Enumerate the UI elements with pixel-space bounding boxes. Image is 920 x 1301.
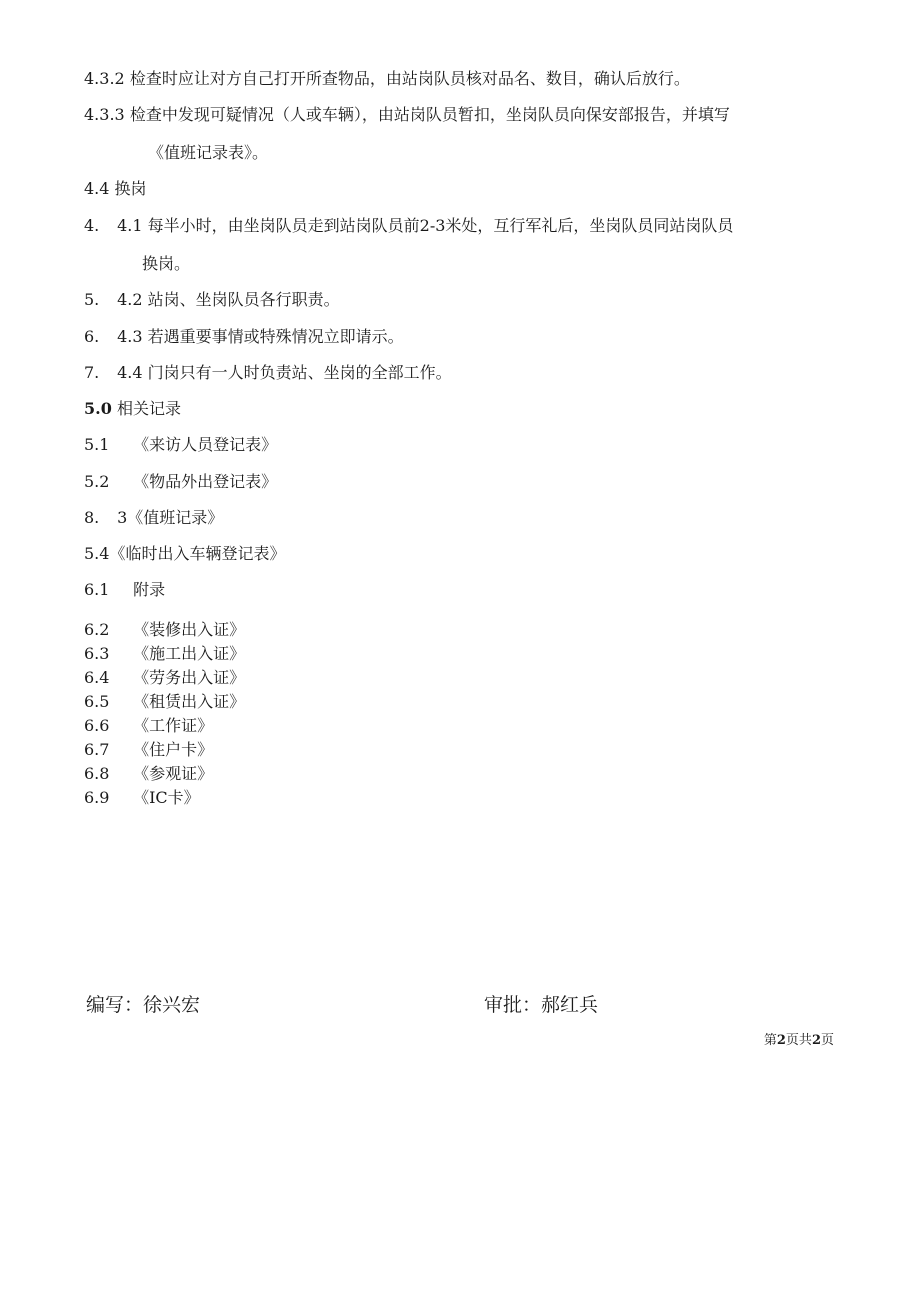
clause-text: 站岗、坐岗队员各行职责。	[147, 290, 340, 309]
list-item	[84, 716, 213, 736]
section-heading-6-1	[84, 580, 165, 600]
list-item	[84, 620, 245, 640]
page-middle: 页共	[785, 1033, 812, 1048]
appendix-title: 《工作证》	[133, 716, 214, 735]
list-item	[84, 216, 733, 236]
clause-number: 4.3.2	[84, 69, 125, 88]
page-prefix: 第	[763, 1033, 777, 1048]
clause-text: 门岗只有一人时负责站、坐岗的全部工作。	[147, 363, 452, 382]
record-title: 《物品外出登记表》	[133, 472, 278, 491]
record-title: 《来访人员登记表》	[133, 435, 278, 454]
list-item	[84, 764, 213, 784]
clause-number: 5.2	[84, 472, 110, 491]
clause-number: 5.1	[84, 435, 110, 454]
section-heading-5-0	[84, 399, 181, 419]
clause-number: 6.8	[84, 764, 110, 783]
heading-text: 附录	[133, 580, 166, 599]
list-marker: 6.	[84, 327, 100, 346]
list-item	[84, 327, 404, 347]
clause-text: 检查时应让对方自己打开所查物品，由站岗队员核对品名、数目，确认后放行。	[129, 69, 690, 88]
list-item	[84, 644, 245, 664]
clause-number: 6.7	[84, 740, 110, 759]
appendix-title: 《住户卡》	[133, 740, 214, 759]
clause-number: 4.3	[117, 327, 143, 346]
list-marker: 4.	[84, 216, 100, 235]
clause-text: 若遇重要事情或特殊情况立即请示。	[147, 327, 404, 346]
list-item	[84, 740, 213, 760]
paragraph-4-3-3	[84, 105, 730, 125]
list-item	[84, 544, 285, 564]
list-item	[84, 692, 245, 712]
author-signature: 编写：徐兴宏	[86, 994, 201, 1016]
list-item	[84, 363, 452, 383]
clause-number: 6.6	[84, 716, 110, 735]
clause-number: 6.3	[84, 644, 110, 663]
paragraph-4-3-3-continuation: 《值班记录表》。	[148, 143, 269, 162]
heading-number: 6.1	[84, 580, 110, 599]
list-item-continuation: 换岗。	[142, 254, 191, 273]
approver-signature: 审批：郝红兵	[484, 994, 599, 1016]
appendix-title: 《租赁出入证》	[133, 692, 246, 711]
clause-number: 6.9	[84, 788, 110, 807]
heading-number: 5.0	[84, 399, 112, 418]
section-heading-4-4	[84, 179, 147, 199]
clause-text: 每半小时，由坐岗队员走到站岗队员前2-3米处，互行军礼后，坐岗队员同站岗队员	[147, 216, 734, 235]
list-marker: 5.	[84, 290, 100, 309]
total-pages: 2	[811, 1033, 821, 1048]
clause-number: 4.2	[117, 290, 143, 309]
clause-number: 4.3.3	[84, 105, 125, 124]
appendix-title: 《参观证》	[133, 764, 214, 783]
clause-text: 检查中发现可疑情况（人或车辆），由站岗队员暂扣，坐岗队员向保安部报告，并填写	[129, 105, 730, 124]
appendix-title: 《装修出入证》	[133, 620, 246, 639]
paragraph-4-3-2	[84, 69, 690, 89]
appendix-title: 《施工出入证》	[133, 644, 246, 663]
clause-number: 5.4	[84, 544, 110, 563]
list-item	[84, 668, 245, 688]
heading-text: 换岗	[114, 179, 147, 198]
list-item	[84, 435, 277, 455]
list-marker: 7.	[84, 363, 100, 382]
page-suffix: 页	[820, 1033, 834, 1048]
clause-number: 4.4	[117, 363, 143, 382]
clause-number: 6.5	[84, 692, 110, 711]
appendix-title: 《IC卡》	[133, 788, 200, 807]
appendix-title: 《劳务出入证》	[133, 668, 246, 687]
list-item	[84, 290, 340, 310]
page-number	[764, 1033, 834, 1049]
current-page: 2	[776, 1033, 786, 1048]
heading-number: 4.4	[84, 179, 110, 198]
list-item	[84, 472, 277, 492]
list-item	[84, 788, 200, 808]
heading-text: 相关记录	[116, 399, 181, 418]
record-title: 《临时出入车辆登记表》	[109, 544, 286, 563]
list-item	[84, 508, 223, 528]
list-marker: 8.	[84, 508, 100, 527]
clause-number: 6.4	[84, 668, 110, 687]
clause-number: 4.1	[117, 216, 143, 235]
record-title: 3《值班记录》	[117, 508, 224, 527]
clause-number: 6.2	[84, 620, 110, 639]
